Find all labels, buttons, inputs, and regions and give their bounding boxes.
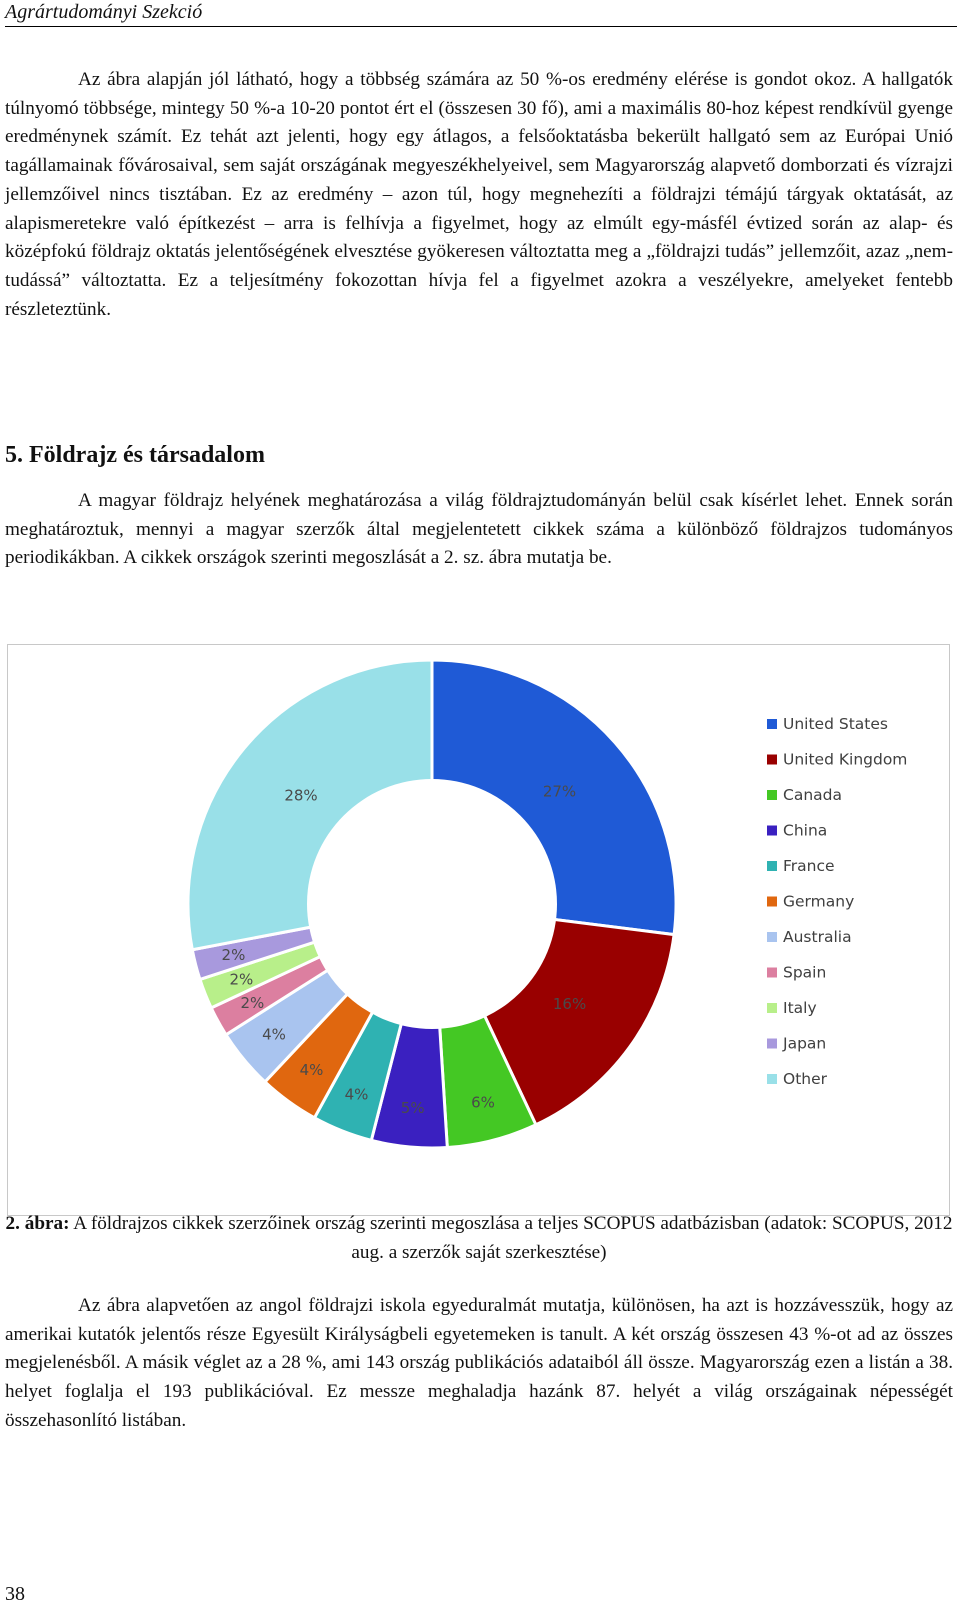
legend-swatch-other [767, 1074, 777, 1084]
legend-label-italy: Italy [783, 999, 817, 1017]
running-header [5, 0, 957, 27]
legend-swatch-united-kingdom [767, 755, 777, 765]
legend-label-germany: Germany [783, 892, 855, 911]
legend-label-other: Other [783, 1070, 828, 1088]
section-heading: 5. Földrajz és társadalom [5, 442, 265, 468]
legend-label-japan: Japan [783, 1034, 827, 1053]
doughnut-hole [307, 779, 557, 1029]
legend-label-canada: Canada [783, 786, 842, 804]
legend-swatch-italy [767, 1003, 777, 1013]
slice-label-japan: 2% [221, 945, 246, 964]
legend-swatch-china [767, 826, 777, 836]
slice-label-united-kingdom: 16% [552, 994, 587, 1013]
legend-swatch-spain [767, 968, 777, 978]
slice-label-other: 28% [284, 786, 318, 805]
legend-swatch-france [767, 861, 777, 871]
paragraph-results: Az ábra alapján jól látható, hogy a többség számára az 50 %-os eredmény elérése is gondot okoz. A hallgatók túlnyomó többsége, mintegy 50 %-a 10-20 pontot ért el (összesen 30 fő), ami a maximális 80-hoz képest rendkívül gyenge eredménynek számít. Ez tehát azt jelenti, hogy egy átlagos, a felsőoktatásba bekerült hallgató sem az Európai Unió tagállamainak fővárosaival, sem saját országának megyeszékhelyeivel, sem Magyarország alapvető domborzati és vízrajzi jellemzőivel nincs tisztában. Ez az eredmény – azon túl, hogy megnehezíti a földrajzi témájú tárgyak oktatását, az alapismeretekre való építkezést – arra is felhívja a figyelmet, hogy az elmúlt egy-másfél évtized során az alap- és középfokú földrajz oktatás jelentőségének elvesztése gyökeresen változtatta meg a „földrajzi tudás” jellemzőit, azaz „nem-tudássá” változtatta. Ez a teljesítmény fokozottan hívja fel a figyelmet azokra a veszélyekre, amelyeket fentebb részleteztünk. [5, 69, 953, 320]
legend-swatch-united-states [767, 719, 777, 729]
legend-label-france: France [783, 857, 835, 875]
figure-chart [7, 644, 950, 1216]
legend-swatch-canada [767, 790, 777, 800]
figure-caption-text: A földrajzos cikkek szerzőinek ország szerinti megoszlása a teljes SCOPUS adatbázisban (adatok: SCOPUS, 2012 aug. a szerzők saját szerkesztése) [69, 1213, 953, 1263]
paragraph-discussion: Az ábra alapvetően az angol földrajzi iskola egyeduralmát mutatja, különösen, ha azt is hozzávesszük, hogy az amerikai kutatók jelentős része Egyesült Királyságbeli egyetemeken is tanult. A két ország összesen 43 %-ot ad az összes megjelenésből. A másik véglet az a 28 %, ami 143 ország publikációs adataiból áll össze. Magyarország ezen a listán a 38. helyet foglalja el 193 publikációval. Ez messze meghaladja hazánk 87. helyét a világ országainak népességét összehasonlító listában. [5, 1295, 953, 1431]
slice-label-canada: 6% [471, 1093, 495, 1112]
legend-swatch-australia [767, 932, 777, 942]
slice-label-france: 4% [344, 1085, 369, 1104]
legend-swatch-japan [767, 1039, 777, 1049]
slice-label-spain: 2% [240, 993, 265, 1012]
figure-caption [5, 1210, 953, 1267]
doughnut-chart [8, 645, 951, 1217]
legend-label-united-states: United States [783, 715, 888, 733]
legend-label-australia: Australia [783, 928, 852, 946]
figure-caption-label: 2. ábra: [5, 1213, 70, 1234]
legend-label-spain: Spain [783, 963, 827, 982]
legend-swatch-germany [767, 897, 777, 907]
legend-label-china: China [783, 821, 828, 840]
slice-label-china: 5% [400, 1099, 425, 1118]
running-header-title: Agrártudományi Szekció [5, 1, 203, 23]
slice-label-united-states: 27% [542, 782, 577, 801]
slice-label-germany: 4% [299, 1060, 324, 1079]
legend-label-united-kingdom: United Kingdom [783, 750, 908, 769]
slice-label-italy: 2% [229, 970, 254, 989]
paragraph-intro-figure: A magyar földrajz helyének meghatározása a világ földrajztudományán belül csak kísérlet lehet. Ennek során meghatároztuk, mennyi a magyar szerzők által megjelentetett cikkek száma a különböző földrajzos tudományos periodikákban. A cikkek országok szerinti megoszlását a 2. sz. ábra mutatja be. [5, 490, 953, 569]
slice-label-australia: 4% [262, 1025, 286, 1044]
page-number: 38 [5, 1583, 25, 1605]
